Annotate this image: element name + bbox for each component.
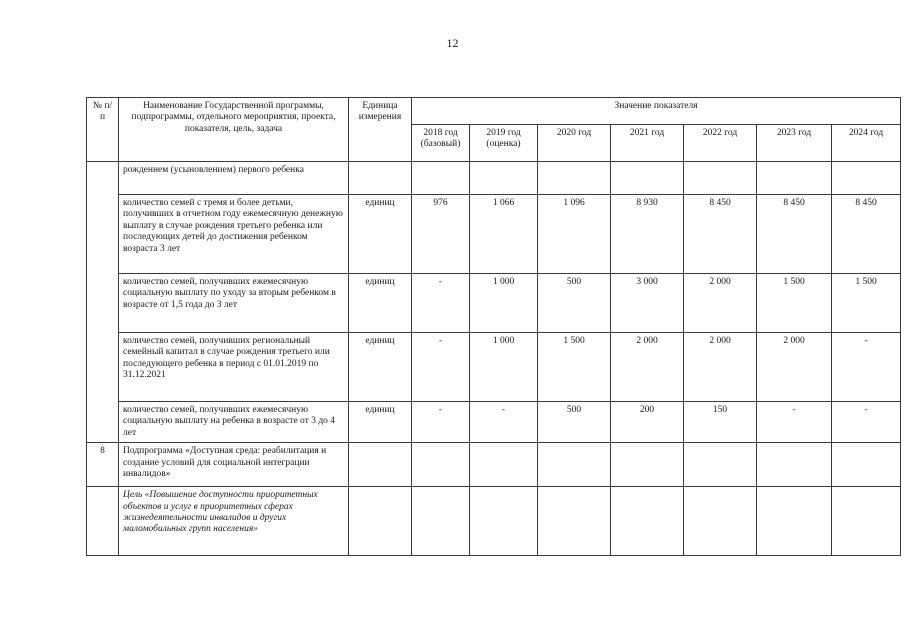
row-unit: единиц xyxy=(349,402,412,443)
header-year: 2023 год xyxy=(757,125,832,162)
row-name: количество семей, получивших ежемесячную социальную выплату на ребенка в возрасте от 3 до 4 лет xyxy=(119,402,349,443)
row-value xyxy=(684,162,757,195)
row-name: Цель «Повышение доступности приоритетных объектов и услуг в приоритетных сферах жизнедеятельности инвалидов и других маломобильных групп населения» xyxy=(119,487,349,556)
row-value: 1 096 xyxy=(538,195,611,274)
page-number: 12 xyxy=(446,36,459,50)
row-value: 500 xyxy=(538,402,611,443)
row-value xyxy=(832,162,901,195)
row-value: - xyxy=(757,402,832,443)
header-year: 2024 год xyxy=(832,125,901,162)
row-value xyxy=(832,487,901,556)
row-value: 976 xyxy=(412,195,470,274)
row-value: 1 066 xyxy=(470,195,538,274)
row-unit xyxy=(349,443,412,487)
table-row xyxy=(87,402,901,443)
row-value xyxy=(757,162,832,195)
row-value: 1 500 xyxy=(538,333,611,402)
header-num: № п/п xyxy=(87,98,119,162)
row-num xyxy=(87,487,119,556)
row-name: рожденнем (усыновлением) первого ребенка xyxy=(119,162,349,195)
row-value: - xyxy=(412,402,470,443)
row-value: 2 000 xyxy=(757,333,832,402)
row-value: 1 000 xyxy=(470,274,538,333)
row-value xyxy=(757,443,832,487)
row-value xyxy=(611,162,684,195)
row-value: 1 500 xyxy=(757,274,832,333)
row-value xyxy=(684,487,757,556)
table-row xyxy=(87,195,901,274)
row-value: 150 xyxy=(684,402,757,443)
header-unit: Единица измерения xyxy=(349,98,412,162)
row-num xyxy=(87,162,119,443)
row-value: - xyxy=(832,402,901,443)
row-value: 8 450 xyxy=(832,195,901,274)
row-name: Подпрограмма «Доступная среда: реабилитация и создание условий для социальной интеграции инвалидов» xyxy=(119,443,349,487)
row-value xyxy=(470,443,538,487)
row-value xyxy=(684,443,757,487)
row-value xyxy=(611,443,684,487)
table-row xyxy=(87,162,901,195)
row-value: 8 930 xyxy=(611,195,684,274)
row-value: 3 000 xyxy=(611,274,684,333)
row-value xyxy=(470,162,538,195)
row-name: количество семей, получивших региональный семейный капитал в случае рождения третьего или последующего ребенка в период с 01.01.2019 по 31.12.2021 xyxy=(119,333,349,402)
row-value xyxy=(470,487,538,556)
row-value: 2 000 xyxy=(684,333,757,402)
row-value: 8 450 xyxy=(684,195,757,274)
table-row xyxy=(87,333,901,402)
row-name: количество семей, получивших ежемесячную социальную выплату по уходу за вторым ребенком в возрасте от 1,5 года до 3 лет xyxy=(119,274,349,333)
row-value xyxy=(412,487,470,556)
header-year: 2018 год (базовый) xyxy=(412,125,470,162)
row-value xyxy=(611,487,684,556)
row-value: - xyxy=(412,333,470,402)
row-value: 2 000 xyxy=(611,333,684,402)
row-value xyxy=(538,443,611,487)
row-value xyxy=(757,487,832,556)
row-value xyxy=(412,443,470,487)
row-value: 500 xyxy=(538,274,611,333)
row-value: 200 xyxy=(611,402,684,443)
header-year: 2020 год xyxy=(538,125,611,162)
row-value: 2 000 xyxy=(684,274,757,333)
table-row xyxy=(87,443,901,487)
row-unit: единиц xyxy=(349,333,412,402)
row-unit: единиц xyxy=(349,195,412,274)
row-unit xyxy=(349,487,412,556)
row-value: 1 000 xyxy=(470,333,538,402)
table-row xyxy=(87,274,901,333)
header-year: 2019 год (оценка) xyxy=(470,125,538,162)
row-value xyxy=(832,443,901,487)
header-values-group: Значение показателя xyxy=(412,98,901,125)
row-num: 8 xyxy=(87,443,119,487)
table-row xyxy=(87,487,901,556)
header-year: 2021 год xyxy=(611,125,684,162)
row-unit: единиц xyxy=(349,274,412,333)
row-value xyxy=(538,162,611,195)
row-value: - xyxy=(470,402,538,443)
row-value: 8 450 xyxy=(757,195,832,274)
row-name: количество семей с тремя и более детьми, получивших в отчетном году ежемесячную денежную выплату в случае рождения третьего ребенка или последующих детей до достижения ребенком возраста 3 лет xyxy=(119,195,349,274)
header-name: Наименование Государственной программы, подпрограммы, отдельного мероприятия, проекта, показателя, цель, задача xyxy=(119,98,349,162)
header-year: 2022 год xyxy=(684,125,757,162)
row-value: - xyxy=(832,333,901,402)
row-value: - xyxy=(412,274,470,333)
indicators-table xyxy=(86,97,901,556)
row-value: 1 500 xyxy=(832,274,901,333)
row-unit xyxy=(349,162,412,195)
row-value xyxy=(538,487,611,556)
row-value xyxy=(412,162,470,195)
